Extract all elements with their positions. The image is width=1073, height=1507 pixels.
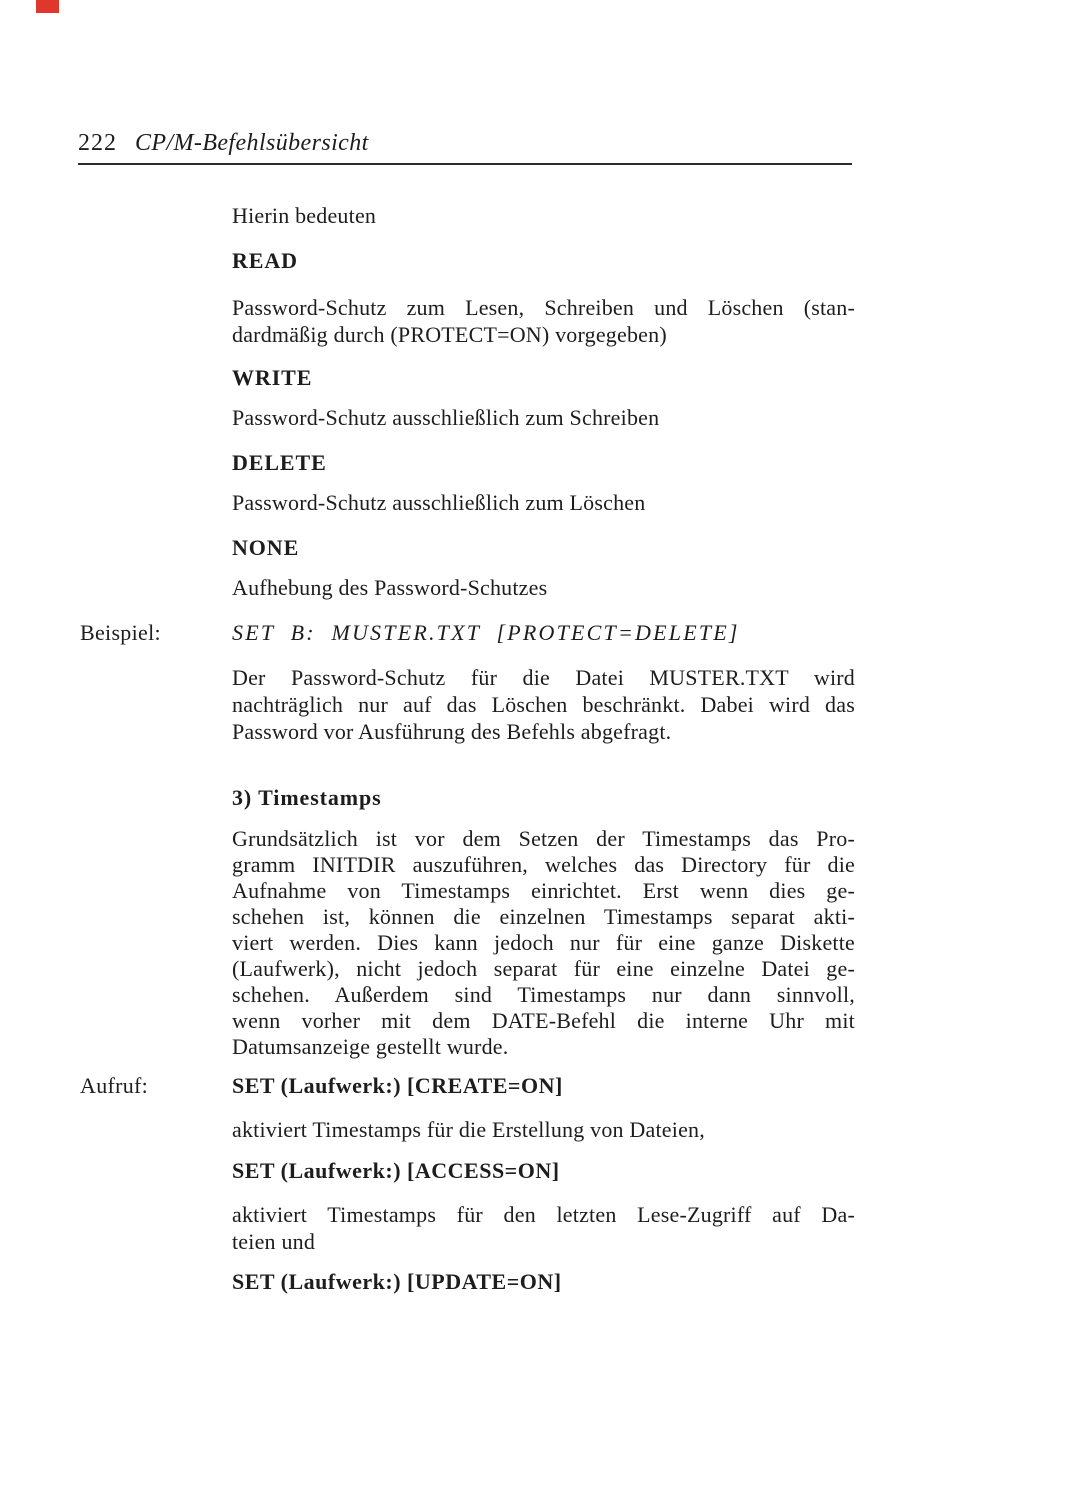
text-line: Password-Schutz ausschließlich zum Schreiben [232, 405, 660, 430]
command-create-description [232, 1116, 855, 1143]
text-line: Password vor Ausführung des Befehls abgefragt. [232, 719, 672, 744]
text-line: viert werden. Dies kann jedoch nur für eine ganze Diskette [232, 930, 855, 955]
timestamps-intro-paragraph [232, 826, 855, 1060]
running-title: CP/M-Befehlsübersicht [135, 130, 369, 156]
term-none: NONE [232, 535, 300, 560]
term-write-definition [232, 404, 855, 431]
invocation-create-row [80, 1072, 855, 1099]
text-line: Aufhebung des Password-Schutzes [232, 575, 548, 600]
text-line: Password-Schutz zum Lesen, Schreiben und Löschen (stan- [232, 295, 855, 320]
command-access-description [232, 1201, 855, 1255]
text-line: teien und [232, 1229, 316, 1254]
term-delete: DELETE [232, 450, 327, 475]
main-text-column [80, 202, 855, 1295]
page-number: 222 [78, 130, 117, 156]
text-line: schehen ist, können die einzelnen Timestamps separat akti- [232, 904, 855, 929]
term-write: WRITE [232, 365, 313, 390]
text-line: (Laufwerk), nicht jedoch separat für eine einzelne Datei ge- [232, 956, 855, 981]
term-read-definition [232, 294, 855, 348]
command-update: SET (Laufwerk:) [UPDATE=ON] [232, 1269, 562, 1294]
text-line: Datumsanzeige gestellt wurde. [232, 1034, 509, 1059]
term-read: READ [232, 248, 298, 273]
example-description [232, 664, 855, 745]
example-row [80, 619, 855, 646]
text-line: aktiviert Timestamps für den letzten Lese-Zugriff auf Da- [232, 1202, 855, 1227]
page-header [78, 128, 852, 165]
text-line: aktiviert Timestamps für die Erstellung von Dateien, [232, 1117, 705, 1142]
text-line: Aufnahme von Timestamps einrichtet. Erst wenn dies ge- [232, 878, 855, 903]
term-none-definition [232, 574, 855, 601]
intro-line: Hierin bedeuten [232, 203, 377, 228]
text-line: Grundsätzlich ist vor dem Setzen der Timestamps das Pro- [232, 826, 855, 851]
text-line: Der Password-Schutz für die Datei MUSTER.TXT wird [232, 665, 855, 690]
example-label: Beispiel: [80, 620, 161, 645]
timestamps-heading: 3) Timestamps [232, 785, 382, 810]
text-line: wenn vorher mit dem DATE-Befehl die interne Uhr mit [232, 1008, 855, 1033]
page-content [78, 128, 858, 1295]
command-access: SET (Laufwerk:) [ACCESS=ON] [232, 1158, 560, 1183]
text-line: Password-Schutz ausschließlich zum Löschen [232, 490, 646, 515]
text-line: schehen. Außerdem sind Timestamps nur dann sinnvoll, [232, 982, 855, 1007]
scan-artifact-mark [36, 0, 59, 13]
example-command: SET B: MUSTER.TXT [PROTECT=DELETE] [232, 620, 740, 645]
term-delete-definition [232, 489, 855, 516]
command-create: SET (Laufwerk:) [CREATE=ON] [232, 1073, 563, 1098]
invocation-label: Aufruf: [80, 1073, 149, 1098]
text-line: dardmäßig durch (PROTECT=ON) vorgegeben) [232, 322, 667, 347]
text-line: gramm INITDIR auszuführen, welches das Directory für die [232, 852, 855, 877]
text-line: nachträglich nur auf das Löschen beschränkt. Dabei wird das [232, 692, 855, 717]
